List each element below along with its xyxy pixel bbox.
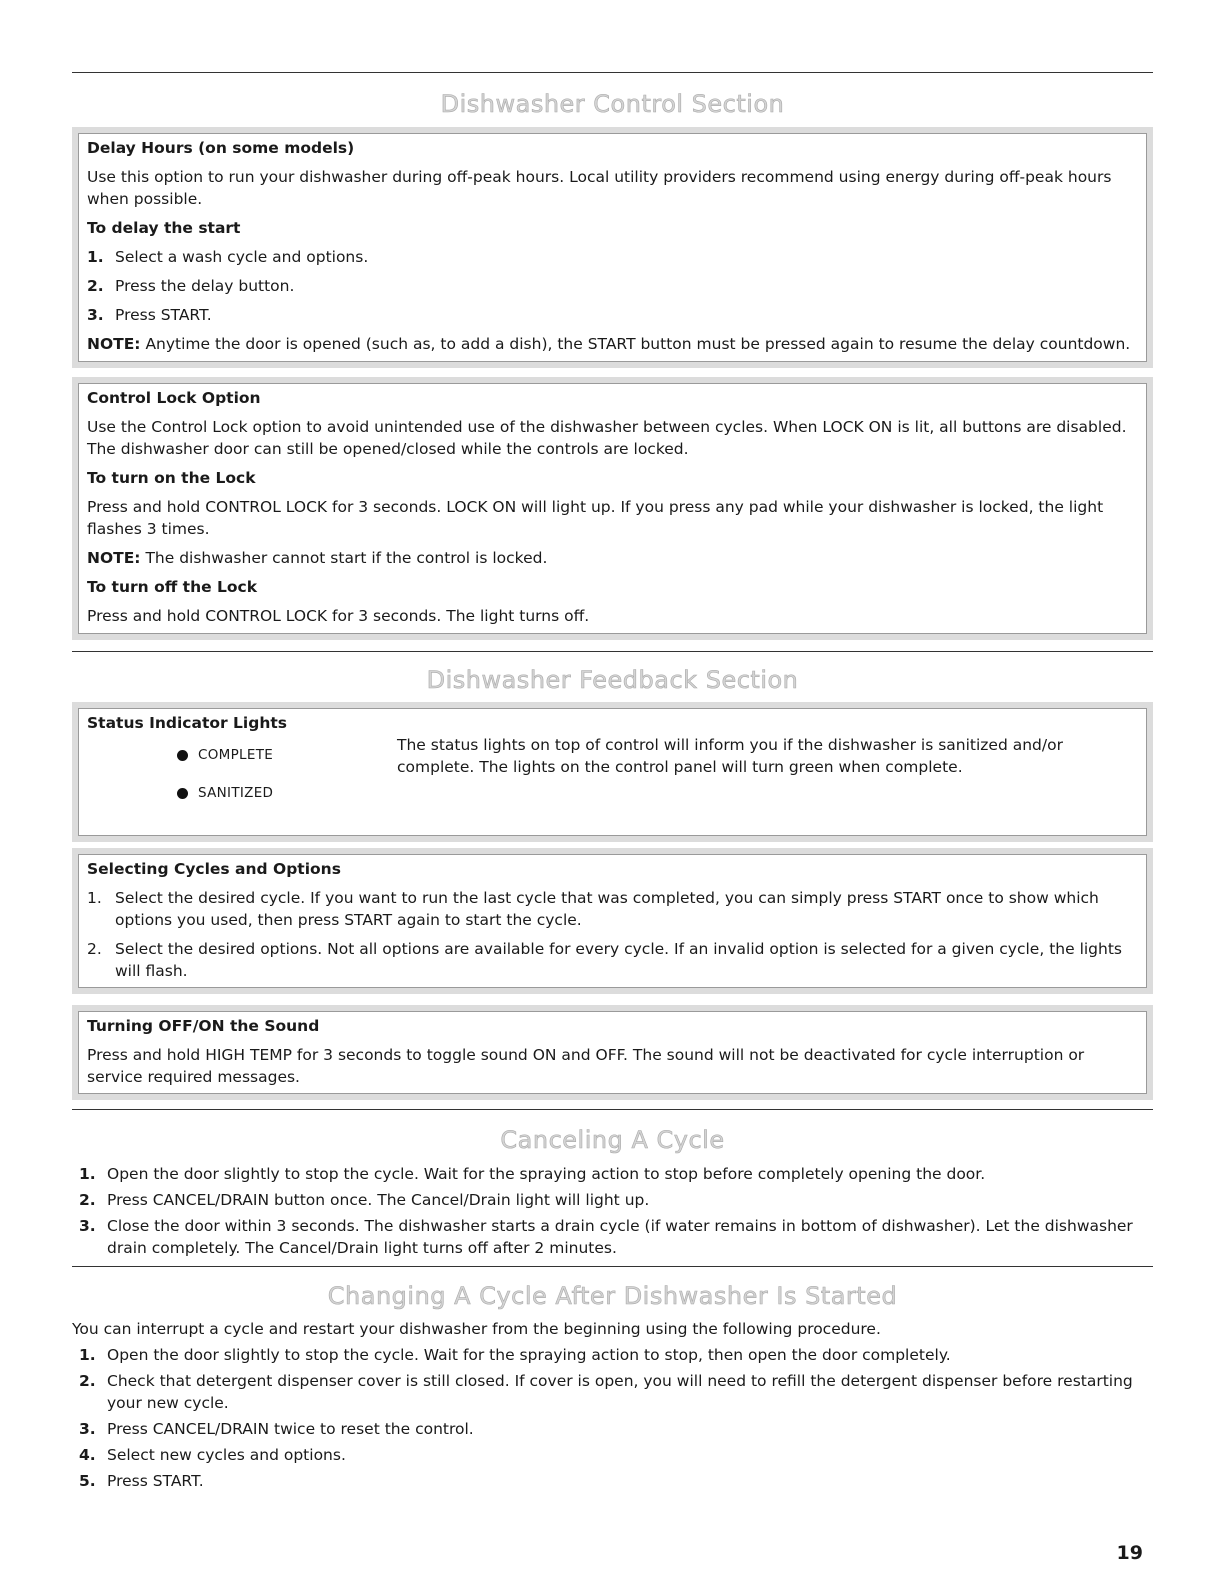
page-number: 19 bbox=[1116, 1542, 1143, 1564]
feedback-section-title: Dishwasher Feedback Section bbox=[426, 666, 799, 694]
indicator-dot-icon bbox=[177, 750, 188, 761]
lock-on-text: Press and hold CONTROL LOCK for 3 seconds. LOCK ON will light up. If you press any pad while your dishwasher is locked, the light flashes 3 times. bbox=[87, 498, 1104, 538]
control-section-title: Dishwasher Control Section bbox=[440, 90, 785, 118]
complete-light: COMPLETE bbox=[177, 744, 397, 766]
lock-off-text: Press and hold CONTROL LOCK for 3 seconds. The light turns off. bbox=[87, 607, 590, 625]
status-lights-box bbox=[72, 702, 1153, 842]
list-item: 3. Press CANCEL/DRAIN twice to reset the control. bbox=[79, 1420, 474, 1438]
indicator-dot-icon bbox=[177, 788, 188, 799]
selecting-cycles-heading: Selecting Cycles and Options bbox=[87, 860, 341, 878]
list-item: 2. Press CANCEL/DRAIN button once. The Cancel/Drain light will light up. bbox=[79, 1191, 650, 1209]
cancel-steps bbox=[79, 1163, 1153, 1263]
status-lights-row bbox=[87, 736, 1136, 820]
list-item: 3. Press START. bbox=[87, 306, 212, 324]
list-item: 2. Check that detergent dispenser cover is still closed. If cover is open, you will need to refill the detergent dispenser before restarting your new cycle. bbox=[79, 1372, 1133, 1412]
delay-start-subheading: To delay the start bbox=[87, 219, 241, 237]
control-lock-intro: Use the Control Lock option to avoid unintended use of the dishwasher between cycles. When LOCK ON is lit, all buttons are disabled. The dishwasher door can still be opened/closed while the controls are locked. bbox=[87, 418, 1127, 458]
feedback-rule bbox=[72, 651, 1153, 652]
list-item: 4. Select new cycles and options. bbox=[79, 1446, 346, 1464]
sanitized-light: SANITIZED bbox=[177, 782, 397, 804]
status-lights-heading: Status Indicator Lights bbox=[87, 714, 288, 732]
list-item: 3. Close the door within 3 seconds. The dishwasher starts a drain cycle (if water remains in bottom of dishwasher). Let the dishwasher drain completely. The Cancel/Drain light turns off after 2 minutes. bbox=[79, 1217, 1133, 1257]
selecting-cycles-box bbox=[72, 848, 1153, 994]
status-lights-list bbox=[87, 744, 397, 820]
list-item: 2. Press the delay button. bbox=[87, 277, 295, 295]
control-lock-heading: Control Lock Option bbox=[87, 389, 261, 407]
list-item: 1. Select the desired cycle. If you want to run the last cycle that was completed, you can simply press START once to show which options you used, then press START again to start the cycle. bbox=[87, 889, 1099, 929]
lock-note: NOTE: The dishwasher cannot start if the control is locked. bbox=[87, 549, 548, 567]
list-item: 5. Press START. bbox=[79, 1472, 204, 1490]
status-lights-text: The status lights on top of control will inform you if the dishwasher is sanitized and/or complete. The lights on the control panel will turn green when complete. bbox=[397, 736, 1063, 776]
sound-text: Press and hold HIGH TEMP for 3 seconds to toggle sound ON and OFF. The sound will not be deactivated for cycle interruption or service required messages. bbox=[87, 1046, 1085, 1086]
list-item: 1. Open the door slightly to stop the cycle. Wait for the spraying action to stop, then open the door completely. bbox=[79, 1346, 951, 1364]
change-steps bbox=[72, 1318, 1153, 1496]
control-lock-box bbox=[72, 377, 1153, 640]
lock-off-subheading: To turn off the Lock bbox=[87, 578, 258, 596]
list-item: 1. Open the door slightly to stop the cycle. Wait for the spraying action to stop before completely opening the door. bbox=[79, 1165, 986, 1183]
change-rule bbox=[72, 1266, 1153, 1267]
list-item: 2. Select the desired options. Not all options are available for every cycle. If an invalid option is selected for a given cycle, the lights will flash. bbox=[87, 940, 1122, 980]
sound-box bbox=[72, 1005, 1153, 1100]
lock-on-subheading: To turn on the Lock bbox=[87, 469, 256, 487]
delay-hours-intro: Use this option to run your dishwasher during off-peak hours. Local utility providers recommend using energy during off-peak hours when possible. bbox=[87, 168, 1112, 208]
top-rule bbox=[72, 72, 1153, 73]
sound-heading: Turning OFF/ON the Sound bbox=[87, 1017, 320, 1035]
list-item: 1. Select a wash cycle and options. bbox=[87, 248, 369, 266]
delay-hours-heading: Delay Hours (on some models) bbox=[87, 139, 355, 157]
cancel-rule bbox=[72, 1109, 1153, 1110]
delay-hours-box bbox=[72, 127, 1153, 368]
change-intro: You can interrupt a cycle and restart your dishwasher from the beginning using the following procedure. bbox=[72, 1320, 881, 1338]
cancel-section-title: Canceling A Cycle bbox=[500, 1126, 725, 1154]
delay-note: NOTE: Anytime the door is opened (such as, to add a dish), the START button must be pressed again to resume the delay countdown. bbox=[87, 335, 1131, 353]
change-section-title: Changing A Cycle After Dishwasher Is Started bbox=[327, 1282, 898, 1310]
